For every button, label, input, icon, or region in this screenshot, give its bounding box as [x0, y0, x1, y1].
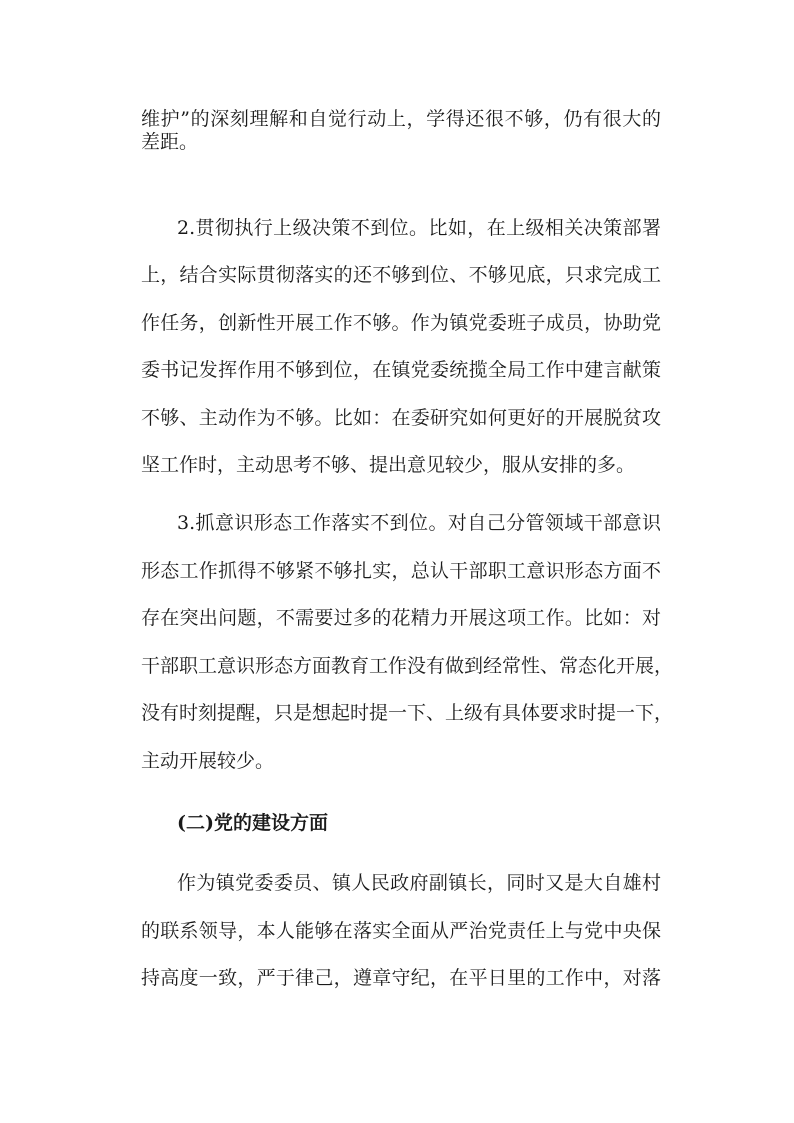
paragraph-line: 作任务，创新性开展工作不够。作为镇党委班子成员，协助党 — [141, 312, 661, 334]
paragraph-line: 不够、主动作为不够。比如：在委研究如何更好的开展脱贫攻 — [141, 407, 661, 429]
paragraph-line: 作为镇党委委员、镇人民政府副镇长，同时又是大自雄村 — [177, 872, 661, 894]
paragraph-line: 没有时刻提醒，只是想起时提一下、上级有具体要求时提一下， — [141, 702, 674, 724]
paragraph-line: 差距。 — [141, 131, 199, 153]
paragraph-line: 形态工作抓得不够紧不够扎实，总认干部职工意识形态方面不 — [141, 560, 661, 582]
paragraph-line: 的联系领导，本人能够在落实全面从严治党责任上与党中央保 — [141, 920, 661, 942]
paragraph-line: 干部职工意识形态方面教育工作没有做到经常性、常态化开展， — [141, 655, 674, 677]
section-heading: (二)党的建设方面 — [177, 812, 328, 834]
paragraph-line: 主动开展较少。 — [141, 750, 275, 772]
paragraph-line: 维护”的深刻理解和自觉行动上，学得还很不够，仍有很大的 — [141, 108, 661, 130]
paragraph-line: 3.抓意识形态工作落实不到位。对自己分管领域干部意识 — [177, 512, 661, 534]
paragraph-line: 委书记发挥作用不够到位，在镇党委统揽全局工作中建言献策 — [141, 359, 661, 381]
paragraph-line: 上，结合实际贯彻落实的还不够到位、不够见底，只求完成工 — [141, 264, 661, 286]
paragraph-line: 2.贯彻执行上级决策不到位。比如，在上级相关决策部署 — [177, 217, 661, 239]
paragraph-line: 存在突出问题，不需要过多的花精力开展这项工作。比如：对 — [141, 607, 661, 629]
paragraph-line: 坚工作时，主动思考不够、提出意见较少，服从安排的多。 — [141, 454, 636, 476]
paragraph-line: 持高度一致，严于律己，遵章守纪，在平日里的工作中，对落 — [141, 967, 661, 989]
